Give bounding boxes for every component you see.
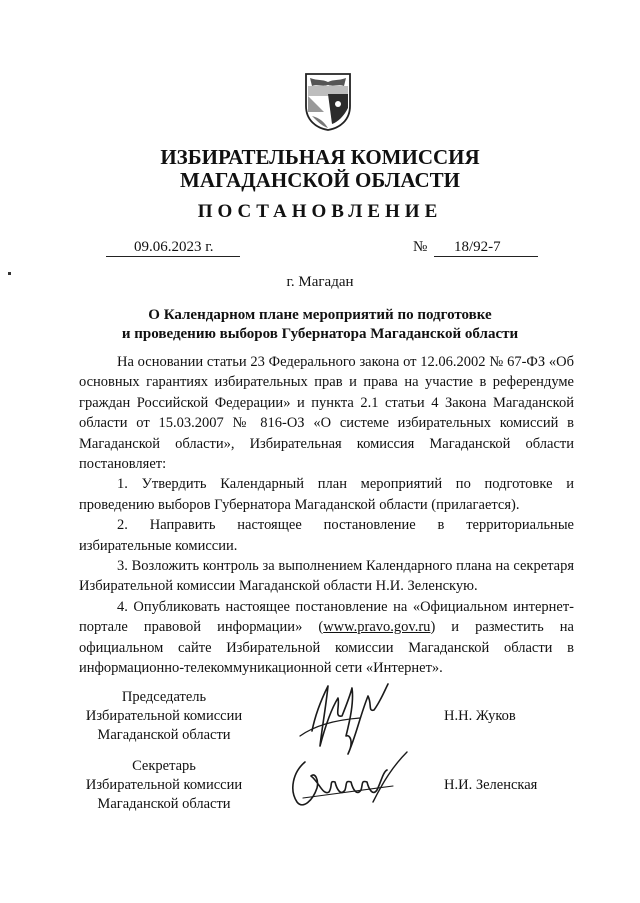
coat-of-arms-icon [304, 72, 352, 132]
subject-line-2: и проведению выборов Губернатора Магаданской области [121, 326, 519, 342]
item-3-paragraph: 3. Возложить контроль за выполнением Календарного плана на секретаря Избирательной комиссии Магаданской области Н.И. Зеленскую. [79, 558, 574, 595]
secretary-signature [283, 742, 413, 817]
city: г. Магадан [286, 274, 354, 290]
chair-title-line-1: Председатель [121, 689, 207, 705]
item-4-paragraph [79, 597, 574, 679]
item-4-text-before: 4. Опубликовать настоящее постановление на «Официальном интернет-портале правовой информации» ( [79, 598, 574, 636]
item-1-paragraph: 1. Утвердить Календарный план мероприятий по подготовке и проведению выборов Губернатора Магаданской области (прилагается). [79, 476, 574, 513]
number-label: № [413, 239, 428, 255]
document-number: 18/92-7 [434, 238, 538, 257]
organization-name-line-1: ИЗБИРАТЕЛЬНАЯ КОМИССИЯ [160, 145, 480, 169]
secretary-title-line-3: Магаданской области [97, 796, 231, 812]
secretary-title-line-2: Избирательной комиссии [85, 777, 243, 793]
chair-name: Н.Н. Жуков [444, 708, 516, 724]
secretary-title-line-1: Секретарь [132, 758, 196, 774]
scan-artifact [8, 272, 11, 275]
chair-title [74, 688, 254, 745]
document-body [79, 352, 574, 679]
item-2-paragraph: 2. Направить настоящее постановление в территориальные избирательные комиссии. [79, 517, 574, 554]
preamble-paragraph: На основании статьи 23 Федерального закона от 12.06.2002 № 67-ФЗ «Об основных гарантиях избирательных прав и права на участие в референдуме граждан Российской Федерации» и пункта 2.1 статьи 4 Закона Магаданской области от 15.03.2007 № 816-ОЗ «О системе избирательных комиссий в Магаданской области», Избирательная комиссия Магаданской области постановляет: [79, 354, 574, 473]
pravo-link[interactable]: www.pravo.gov.ru [323, 619, 431, 636]
secretary-name: Н.И. Зеленская [444, 777, 538, 793]
chair-title-line-2: Избирательной комиссии [85, 708, 243, 724]
document-date: 09.06.2023 г. [106, 238, 240, 257]
organization-name-line-2: МАГАДАНСКОЙ ОБЛАСТИ [180, 168, 460, 192]
document-type: ПОСТАНОВЛЕНИЕ [197, 201, 443, 222]
secretary-title [74, 757, 254, 814]
chair-title-line-3: Магаданской области [97, 727, 231, 743]
item-4-text-after: ) и разместить на официальном сайте Избирательной комиссии Магаданской области в информационно-телекоммуникационной сети «Интернет». [79, 619, 574, 677]
subject-line-1: О Календарном плане мероприятий по подготовке [148, 307, 492, 323]
